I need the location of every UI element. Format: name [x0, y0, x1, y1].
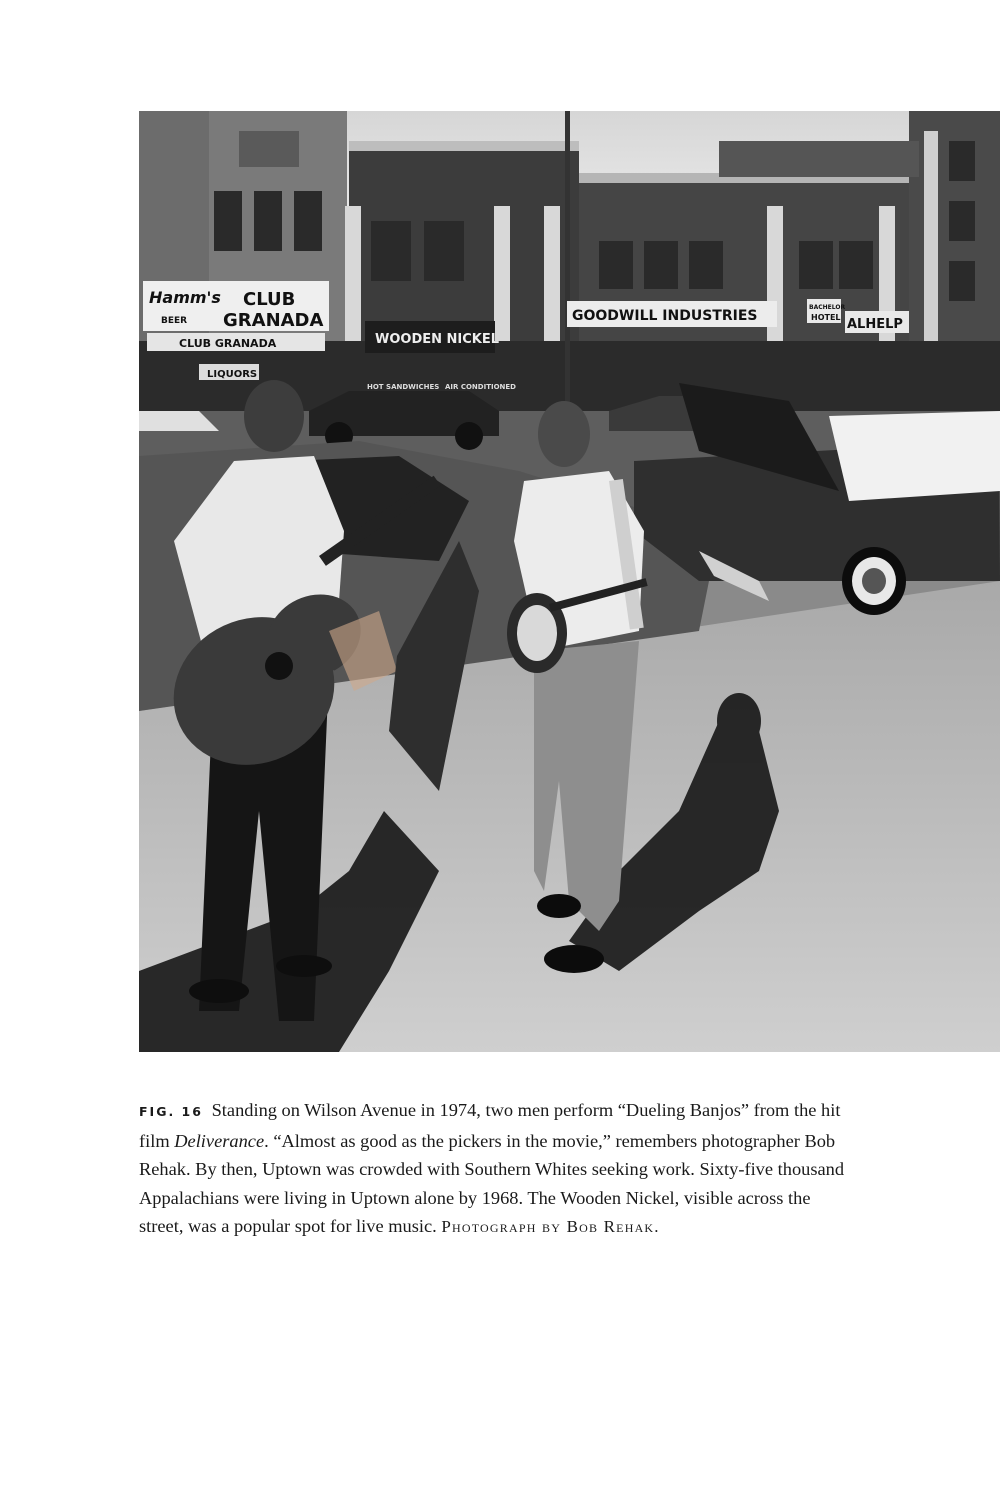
street-photograph: [139, 111, 1000, 1052]
svg-text:CLUB: CLUB: [243, 289, 296, 310]
svg-text:CLUB GRANADA: CLUB GRANADA: [179, 337, 277, 350]
svg-text:GOODWILL INDUSTRIES: GOODWILL INDUSTRIES: [572, 308, 758, 324]
svg-text:WOODEN NICKEL: WOODEN NICKEL: [375, 332, 500, 347]
svg-text:ALHELP: ALHELP: [847, 317, 903, 332]
buildings: [139, 111, 1000, 411]
figure-label: FIG. 16: [139, 1104, 203, 1119]
svg-text:HOTEL: HOTEL: [811, 313, 841, 322]
svg-text:AIR CONDITIONED: AIR CONDITIONED: [445, 383, 516, 391]
caption-text-1: Standing on Wilson Avenue in 1974, two men perform “Dueling Banjos” from the hit film: [139, 1100, 841, 1151]
photo-credit: Photograph by Bob Rehak.: [441, 1217, 660, 1236]
svg-text:BACHELOR: BACHELOR: [809, 304, 846, 311]
svg-text:GRANADA: GRANADA: [223, 310, 324, 331]
sign-goodwill: [567, 301, 777, 327]
svg-text:LIQUORS: LIQUORS: [207, 369, 258, 380]
svg-text:BEER: BEER: [161, 316, 188, 326]
film-title: Deliverance: [174, 1130, 265, 1151]
sign-hamms: Hamm's: [149, 288, 221, 307]
caption-text-2: . “Almost as good as the pickers in the movie,” remembers photographer Bob Rehak. By then, Uptown was crowded with Southern Whites seeking work. Sixty-five thousand Appalachians were living in Uptown alone by 1968. The Wooden Nickel, visible across the street, was a popular spot for live music.: [139, 1130, 845, 1236]
figure-caption: [139, 1096, 859, 1242]
svg-text:HOT SANDWICHES: HOT SANDWICHES: [367, 383, 440, 391]
